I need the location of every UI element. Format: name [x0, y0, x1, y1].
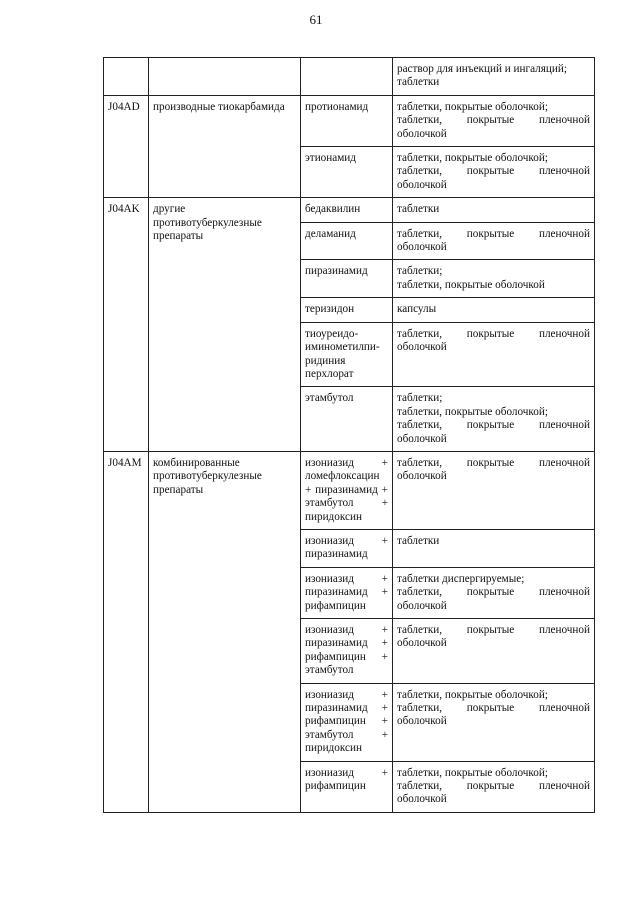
drug-cell: деламанид: [301, 222, 393, 260]
drug-line: + пиразинамид +: [305, 483, 388, 496]
drug-line: рифампицин +: [305, 650, 388, 663]
forms-cell: [393, 222, 595, 260]
form-line: таблетки, покрытые пленочной: [397, 114, 590, 127]
drug-line: этамбутол +: [305, 497, 388, 510]
forms-cell: [393, 147, 595, 198]
form-line: таблетки, покрытые пленочной: [397, 419, 590, 432]
table-row: [104, 58, 595, 96]
drug-line: ломефлоксацин: [305, 470, 380, 483]
drug-line: пиразинамид: [305, 548, 368, 561]
form-line: оболочкой: [397, 715, 447, 728]
drug-cell: этионамид: [301, 147, 393, 198]
form-line: таблетки, покрытые пленочной: [397, 780, 590, 793]
drug-line: изониазид +: [305, 534, 388, 547]
drug-line: рифампицин: [305, 599, 366, 612]
table-row: [104, 198, 595, 222]
drug-line: этамбутол +: [305, 728, 388, 741]
drug-line: рифампицин: [305, 780, 366, 793]
form-line: оболочкой: [397, 241, 447, 254]
group-cell: [149, 58, 301, 96]
form-line: таблетки, покрытые пленочной: [397, 227, 590, 240]
drug-cell: [301, 683, 393, 761]
drug-line: изониазид +: [305, 456, 388, 469]
table-row: [104, 95, 595, 146]
page-number: 61: [309, 12, 323, 27]
drug-line: пиразинамид +: [305, 637, 388, 650]
drug-line: изониазид +: [305, 766, 388, 779]
form-line: таблетки: [397, 534, 440, 547]
form-line: таблетки, покрытые оболочкой;: [397, 405, 548, 418]
form-line: таблетки, покрытые пленочной: [397, 327, 590, 340]
drug-cell: [301, 322, 393, 387]
drug-line: перхлорат: [305, 367, 354, 380]
forms-cell: [393, 567, 595, 618]
drug-cell: теризидон: [301, 298, 393, 322]
form-line: раствор для инъекций и ингаляций;: [397, 63, 567, 75]
group-cell: другие противотуберкулезные препараты: [149, 198, 301, 452]
drug-cell: протионамид: [301, 95, 393, 146]
form-line: оболочкой: [397, 637, 447, 650]
drug-line: изониазид +: [305, 688, 388, 701]
forms-cell: [393, 683, 595, 761]
form-line: таблетки, покрытые оболочкой: [397, 278, 545, 291]
form-line: оболочкой: [397, 127, 447, 140]
form-line: оболочкой: [397, 341, 447, 354]
drug-line: рифампицин +: [305, 715, 388, 728]
drug-cell: [301, 529, 393, 567]
form-line: таблетки, покрытые пленочной: [397, 586, 590, 599]
drug-line: пиразинамид +: [305, 702, 388, 715]
form-line: таблетки диспергируемые;: [397, 572, 525, 585]
form-line: оболочкой: [397, 599, 447, 612]
form-line: оболочкой: [397, 432, 447, 445]
form-line: таблетки, покрытые оболочкой;: [397, 766, 548, 779]
drug-cell: [301, 58, 393, 96]
atc-code-cell: J04AM: [104, 451, 149, 812]
drug-line: изониазид +: [305, 572, 388, 585]
form-line: таблетки, покрытые пленочной: [397, 456, 590, 469]
atc-code-cell: J04AK: [104, 198, 149, 452]
forms-cell: [393, 198, 595, 222]
drug-cell: [301, 451, 393, 529]
form-line: таблетки, покрытые пленочной: [397, 165, 590, 178]
form-line: оболочкой: [397, 178, 447, 191]
forms-cell: [393, 619, 595, 684]
form-line: таблетки: [397, 76, 440, 89]
drug-line: изониазид +: [305, 624, 388, 636]
drug-line: этамбутол: [305, 664, 354, 677]
drug-line: тиоуреидо-: [305, 327, 359, 340]
group-cell: производные тиокарбамида: [149, 95, 301, 197]
form-line: таблетки, покрытые оболочкой;: [397, 100, 548, 113]
drug-table: [103, 57, 595, 813]
forms-cell: [393, 529, 595, 567]
form-line: оболочкой: [397, 793, 447, 806]
drug-cell: пиразинамид: [301, 260, 393, 298]
forms-cell: [393, 322, 595, 387]
form-line: таблетки, покрытые оболочкой;: [397, 152, 548, 165]
form-line: таблетки, покрытые пленочной: [397, 624, 590, 636]
drug-cell: бедаквилин: [301, 198, 393, 222]
form-line: таблетки, покрытые оболочкой;: [397, 688, 548, 701]
forms-cell: [393, 451, 595, 529]
form-line: оболочкой: [397, 470, 447, 483]
table-row: [104, 451, 595, 529]
drug-cell: [301, 567, 393, 618]
forms-cell: [393, 95, 595, 146]
form-line: таблетки;: [397, 265, 443, 278]
form-line: таблетки;: [397, 392, 443, 405]
drug-cell: этамбутол: [301, 387, 393, 452]
forms-cell: [393, 761, 595, 812]
forms-cell: [393, 387, 595, 452]
forms-cell: [393, 58, 595, 96]
forms-cell: [393, 298, 595, 322]
atc-code-cell: [104, 58, 149, 96]
form-line: таблетки, покрытые пленочной: [397, 702, 590, 715]
drug-line: пиридоксин: [305, 742, 362, 755]
drug-cell: [301, 619, 393, 684]
drug-cell: [301, 761, 393, 812]
group-cell: комбинированные противотуберкулезные препараты: [149, 451, 301, 812]
forms-cell: [393, 260, 595, 298]
form-line: таблетки: [397, 203, 440, 216]
form-line: капсулы: [397, 303, 437, 316]
drug-line: иминометилпи-: [305, 341, 380, 354]
drug-line: пиразинамид +: [305, 586, 388, 599]
drug-line: ридиния: [305, 354, 346, 367]
atc-code-cell: J04AD: [104, 95, 149, 197]
drug-line: пиридоксин: [305, 510, 362, 523]
